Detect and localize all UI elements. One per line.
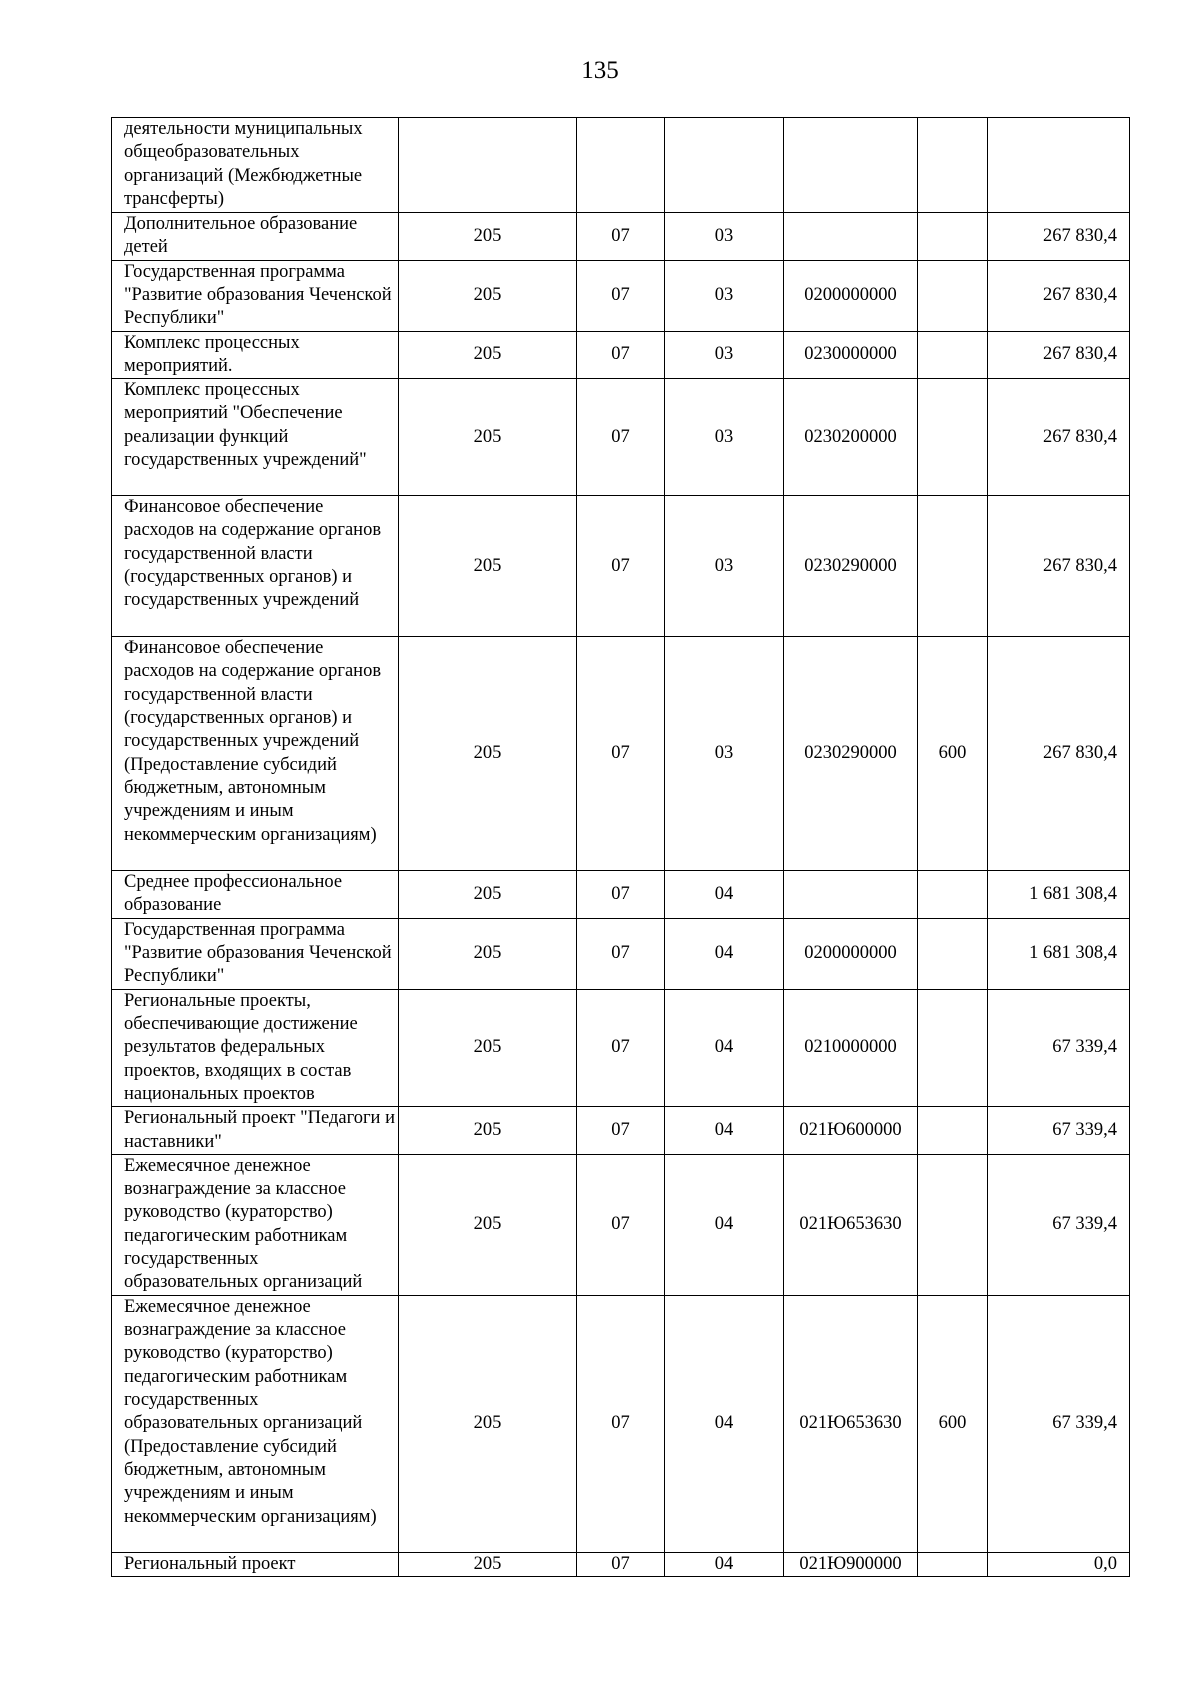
- row-subsection: 04: [665, 918, 784, 989]
- row-expense-type: [918, 496, 988, 637]
- row-subsection: [665, 118, 784, 213]
- row-section: 07: [577, 637, 665, 871]
- row-subsection: 03: [665, 213, 784, 261]
- row-subsection: 03: [665, 637, 784, 871]
- row-amount: 0,0: [988, 1552, 1130, 1576]
- row-name: Государственная программа "Развитие образования Чеченской Республики": [112, 260, 399, 331]
- table-row: [112, 989, 1130, 1106]
- row-section: 07: [577, 1295, 665, 1552]
- row-expense-type: [918, 331, 988, 379]
- row-expense-type: 600: [918, 637, 988, 871]
- row-amount: 267 830,4: [988, 213, 1130, 261]
- table-row: [112, 331, 1130, 379]
- table-row: [112, 637, 1130, 871]
- table-row: [112, 118, 1130, 213]
- row-amount: 67 339,4: [988, 1107, 1130, 1155]
- row-subsection: 04: [665, 1154, 784, 1295]
- row-subsection: 04: [665, 1295, 784, 1552]
- row-name: Государственная программа "Развитие образования Чеченской Республики": [112, 918, 399, 989]
- row-name: Финансовое обеспечение расходов на содержание органов государственной власти (государственных органов) и государственных учреждений (Предоставление субсидий бюджетным, автономным учреждениям и иным некоммерческим организациям): [112, 637, 399, 871]
- row-name: деятельности муниципальных общеобразовательных организаций (Межбюджетные трансферты): [112, 118, 399, 213]
- row-grbs: 205: [399, 379, 577, 496]
- row-name: Комплекс процессных мероприятий "Обеспечение реализации функций государственных учреждений": [112, 379, 399, 496]
- row-name: Ежемесячное денежное вознаграждение за классное руководство (кураторство) педагогическим работникам государственных образовательных организаций (Предоставление субсидий бюджетным, автономным учреждениям и иным некоммерческим организациям): [112, 1295, 399, 1552]
- row-target-article: 0210000000: [784, 989, 918, 1106]
- row-expense-type: [918, 1552, 988, 1576]
- row-expense-type: [918, 1107, 988, 1155]
- row-subsection: 04: [665, 1107, 784, 1155]
- row-grbs: 205: [399, 871, 577, 919]
- row-amount: 267 830,4: [988, 379, 1130, 496]
- row-subsection: 04: [665, 989, 784, 1106]
- row-name: Региональный проект: [112, 1552, 399, 1576]
- row-target-article: 021Ю653630: [784, 1154, 918, 1295]
- row-name: Финансовое обеспечение расходов на содержание органов государственной власти (государственных органов) и государственных учреждений: [112, 496, 399, 637]
- row-section: 07: [577, 1154, 665, 1295]
- row-subsection: 03: [665, 379, 784, 496]
- row-target-article: [784, 871, 918, 919]
- row-grbs: 205: [399, 637, 577, 871]
- row-expense-type: [918, 989, 988, 1106]
- row-grbs: 205: [399, 331, 577, 379]
- row-amount: 267 830,4: [988, 331, 1130, 379]
- table-row: [112, 1107, 1130, 1155]
- row-grbs: 205: [399, 918, 577, 989]
- row-subsection: 03: [665, 496, 784, 637]
- row-target-article: 0230000000: [784, 331, 918, 379]
- row-name: Дополнительное образование детей: [112, 213, 399, 261]
- row-name: Комплекс процессных мероприятий.: [112, 331, 399, 379]
- table-row: [112, 871, 1130, 919]
- row-name: Региональный проект "Педагоги и наставники": [112, 1107, 399, 1155]
- row-amount: 67 339,4: [988, 989, 1130, 1106]
- row-name: Ежемесячное денежное вознаграждение за классное руководство (кураторство) педагогическим работникам государственных образовательных организаций: [112, 1154, 399, 1295]
- row-target-article: 021Ю900000: [784, 1552, 918, 1576]
- row-subsection: 03: [665, 331, 784, 379]
- table-row: [112, 1154, 1130, 1295]
- row-target-article: 0230290000: [784, 496, 918, 637]
- row-section: 07: [577, 213, 665, 261]
- row-subsection: 04: [665, 1552, 784, 1576]
- row-amount: 67 339,4: [988, 1154, 1130, 1295]
- row-target-article: [784, 213, 918, 261]
- row-target-article: 0200000000: [784, 260, 918, 331]
- row-section: 07: [577, 379, 665, 496]
- row-section: 07: [577, 1107, 665, 1155]
- row-target-article: 021Ю600000: [784, 1107, 918, 1155]
- row-grbs: [399, 118, 577, 213]
- row-grbs: 205: [399, 1107, 577, 1155]
- row-section: 07: [577, 918, 665, 989]
- row-target-article: 0230290000: [784, 637, 918, 871]
- row-expense-type: [918, 379, 988, 496]
- row-target-article: 0200000000: [784, 918, 918, 989]
- row-amount: 67 339,4: [988, 1295, 1130, 1552]
- row-expense-type: [918, 1154, 988, 1295]
- row-grbs: 205: [399, 213, 577, 261]
- row-expense-type: [918, 118, 988, 213]
- row-amount: [988, 118, 1130, 213]
- row-section: 07: [577, 1552, 665, 1576]
- row-grbs: 205: [399, 1552, 577, 1576]
- row-grbs: 205: [399, 496, 577, 637]
- row-section: 07: [577, 260, 665, 331]
- table-row: [112, 379, 1130, 496]
- row-name: Среднее профессиональное образование: [112, 871, 399, 919]
- table-row: [112, 1552, 1130, 1576]
- row-expense-type: 600: [918, 1295, 988, 1552]
- row-section: [577, 118, 665, 213]
- row-section: 07: [577, 496, 665, 637]
- row-amount: 267 830,4: [988, 637, 1130, 871]
- table-row: [112, 1295, 1130, 1552]
- row-amount: 267 830,4: [988, 260, 1130, 331]
- row-grbs: 205: [399, 260, 577, 331]
- row-section: 07: [577, 989, 665, 1106]
- row-section: 07: [577, 331, 665, 379]
- table-row: [112, 213, 1130, 261]
- table-row: [112, 260, 1130, 331]
- row-section: 07: [577, 871, 665, 919]
- table-row: [112, 918, 1130, 989]
- row-name: Региональные проекты, обеспечивающие достижение результатов федеральных проектов, входящих в состав национальных проектов: [112, 989, 399, 1106]
- row-expense-type: [918, 918, 988, 989]
- row-amount: 1 681 308,4: [988, 918, 1130, 989]
- row-subsection: 03: [665, 260, 784, 331]
- row-target-article: 0230200000: [784, 379, 918, 496]
- row-grbs: 205: [399, 1154, 577, 1295]
- row-grbs: 205: [399, 989, 577, 1106]
- table-row: [112, 496, 1130, 637]
- page-number: 135: [581, 57, 619, 84]
- row-expense-type: [918, 213, 988, 261]
- row-amount: 1 681 308,4: [988, 871, 1130, 919]
- row-expense-type: [918, 260, 988, 331]
- budget-table: [111, 117, 1130, 1577]
- row-expense-type: [918, 871, 988, 919]
- row-grbs: 205: [399, 1295, 577, 1552]
- row-amount: 267 830,4: [988, 496, 1130, 637]
- row-subsection: 04: [665, 871, 784, 919]
- row-target-article: [784, 118, 918, 213]
- row-target-article: 021Ю653630: [784, 1295, 918, 1552]
